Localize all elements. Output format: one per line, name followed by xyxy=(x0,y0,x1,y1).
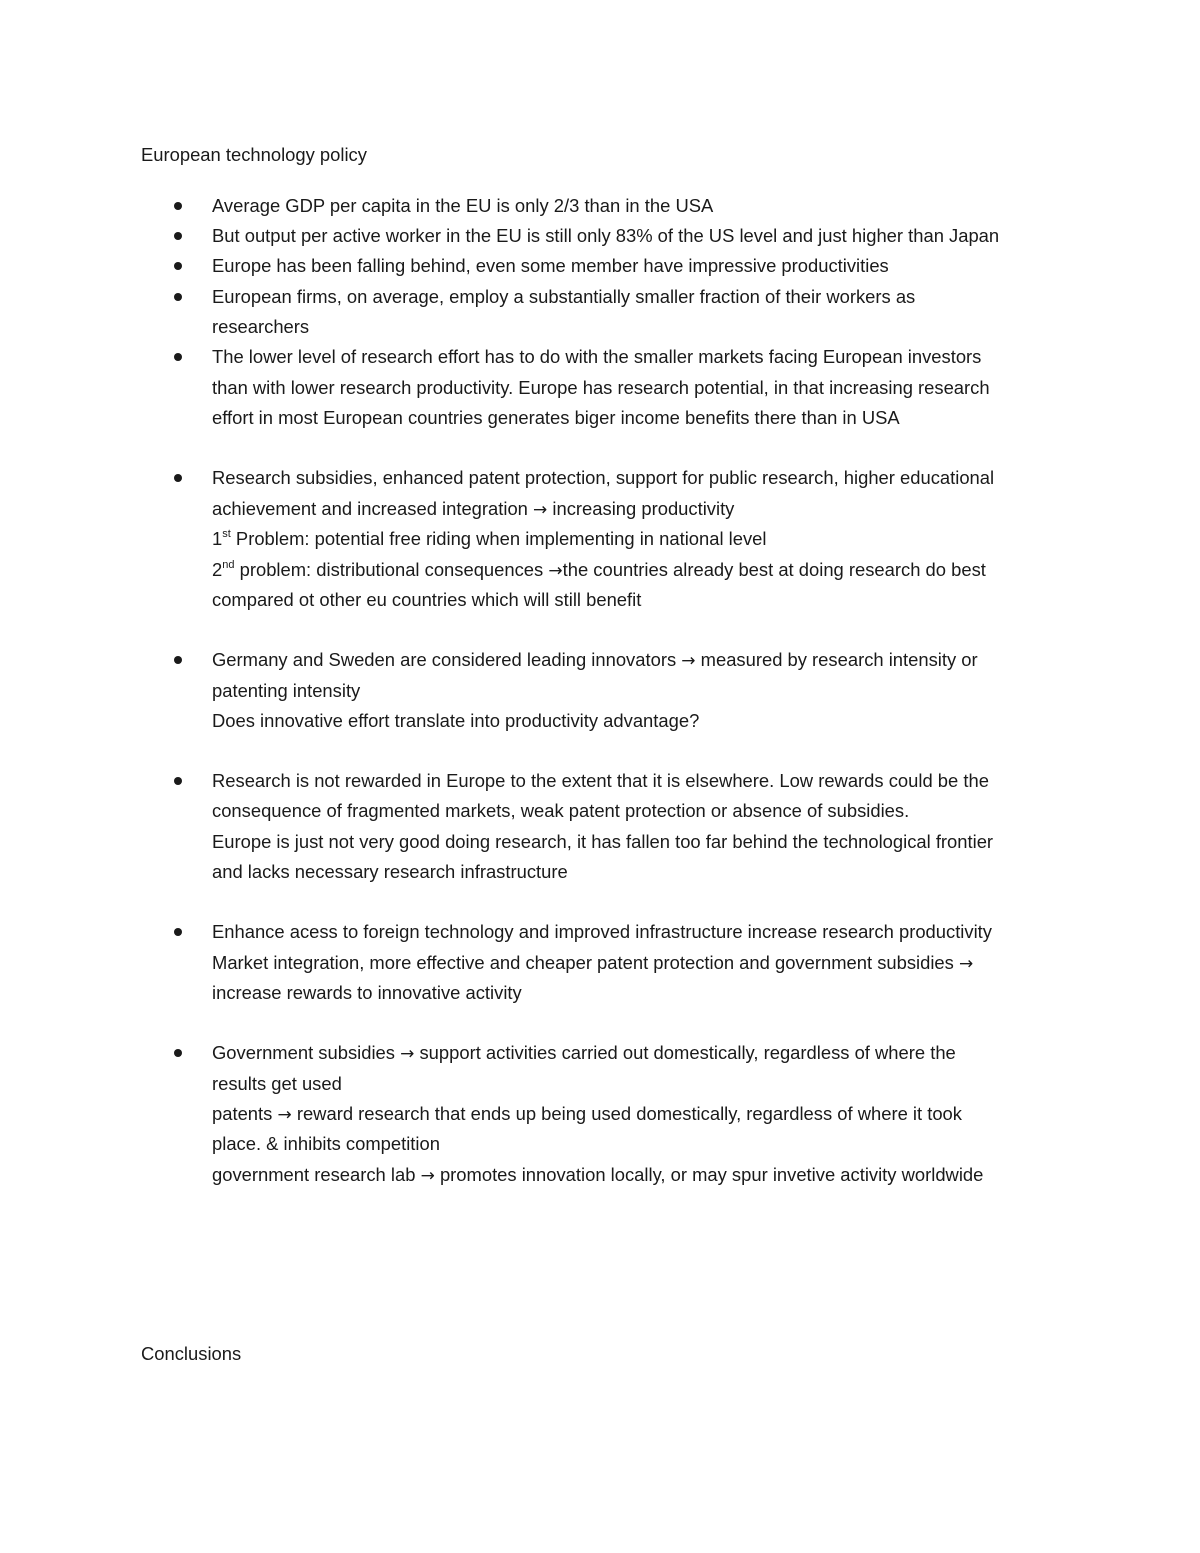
bullet-marker xyxy=(174,202,182,210)
bullet-7-line-1 xyxy=(212,648,978,673)
right-arrow-icon: → xyxy=(681,651,696,671)
ordinal-number: 2 xyxy=(212,559,223,580)
bullet-9-line-3: increase rewards to innovative activity xyxy=(212,982,522,1003)
bullet-6-line-5: compared ot other eu countries which will still benefit xyxy=(212,589,642,610)
bullet-9-line-1: Enhance acess to foreign technology and improved infrastructure increase research productivity xyxy=(212,921,992,942)
bullet-6-line-3 xyxy=(212,527,767,551)
bullet-marker xyxy=(174,656,182,664)
right-arrow-icon: → xyxy=(420,1166,435,1186)
ordinal-suffix: st xyxy=(222,527,231,540)
bullet-10-text: promotes innovation locally, or may spur invetive activity worldwide xyxy=(439,1164,984,1185)
bullet-3-line-1: Europe has been falling behind, even some member have impressive productivities xyxy=(212,255,889,276)
bullet-marker xyxy=(174,293,182,301)
bullet-7-text: measured by research intensity or xyxy=(700,649,978,670)
ordinal-suffix: nd xyxy=(222,558,235,571)
ordinal-number: 1 xyxy=(212,528,223,549)
bullet-10-line-5 xyxy=(212,1163,983,1188)
bullet-10-text: patents xyxy=(212,1103,273,1124)
bullet-6-line-4 xyxy=(212,558,986,583)
bullet-7-line-2: patenting intensity xyxy=(212,680,361,701)
bullet-9-line-2 xyxy=(212,951,973,976)
bullet-6-text: the countries already best at doing research do best xyxy=(562,559,986,580)
bullet-10-text: reward research that ends up being used domestically, regardless of where it took xyxy=(296,1103,962,1124)
bullet-7-text: Germany and Sweden are considered leading innovators xyxy=(212,649,677,670)
bullet-4-line-2: researchers xyxy=(212,316,310,337)
bullet-10-line-3 xyxy=(212,1102,962,1127)
bullet-9-text: Market integration, more effective and cheaper patent protection and government subsidies xyxy=(212,952,954,973)
bullet-2-line-1: But output per active worker in the EU is still only 83% of the US level and just higher than Japan xyxy=(212,225,1000,246)
bullet-6-text: increasing productivity xyxy=(552,498,735,519)
right-arrow-icon: → xyxy=(533,500,548,520)
bullet-10-text: Government subsidies xyxy=(212,1042,395,1063)
right-arrow-icon: → xyxy=(400,1044,415,1064)
bullet-marker xyxy=(174,474,182,482)
bullet-marker xyxy=(174,777,182,785)
document-title: European technology policy xyxy=(141,144,367,165)
bullet-8-line-1: Research is not rewarded in Europe to the extent that it is elsewhere. Low rewards could be the xyxy=(212,770,989,791)
bullet-marker xyxy=(174,928,182,936)
bullet-6-text: achievement and increased integration xyxy=(212,498,528,519)
bullet-marker xyxy=(174,1049,182,1057)
bullet-10-line-2: results get used xyxy=(212,1073,342,1094)
bullet-10-line-1 xyxy=(212,1041,956,1066)
bullet-6-line-1: Research subsidies, enhanced patent protection, support for public research, higher educational xyxy=(212,467,995,488)
bullet-4-line-1: European firms, on average, employ a substantially smaller fraction of their workers as xyxy=(212,286,916,307)
bullet-marker xyxy=(174,232,182,240)
bullet-10-text: government research lab xyxy=(212,1164,416,1185)
bullet-10-text: support activities carried out domestically, regardless of where the xyxy=(419,1042,956,1063)
bullet-10-line-4: place. & inhibits competition xyxy=(212,1133,440,1154)
right-arrow-icon: → xyxy=(548,561,563,581)
bullet-1-line-1: Average GDP per capita in the EU is only 2/3 than in the USA xyxy=(212,195,714,216)
bullet-8-line-2: consequence of fragmented markets, weak patent protection or absence of subsidies. xyxy=(212,800,910,821)
conclusions-heading: Conclusions xyxy=(141,1343,242,1364)
bullet-6-text: Problem: potential free riding when implementing in national level xyxy=(235,528,767,549)
bullet-marker xyxy=(174,262,182,270)
bullet-8-line-4: and lacks necessary research infrastructure xyxy=(212,861,568,882)
bullet-8-line-3: Europe is just not very good doing research, it has fallen too far behind the technological frontier xyxy=(212,831,994,852)
right-arrow-icon: → xyxy=(958,954,974,974)
bullet-marker xyxy=(174,353,182,361)
bullet-6-line-2 xyxy=(212,497,734,522)
bullet-5-line-1: The lower level of research effort has to do with the smaller markets facing European investors xyxy=(212,346,982,367)
bullet-5-line-3: effort in most European countries generates biger income benefits there than in USA xyxy=(212,407,900,428)
bullet-7-line-3: Does innovative effort translate into productivity advantage? xyxy=(212,710,700,731)
bullet-6-text: problem: distributional consequences xyxy=(239,559,544,580)
right-arrow-icon: → xyxy=(277,1105,292,1125)
bullet-5-line-2: than with lower research productivity. Europe has research potential, in that increasing research xyxy=(212,377,990,398)
